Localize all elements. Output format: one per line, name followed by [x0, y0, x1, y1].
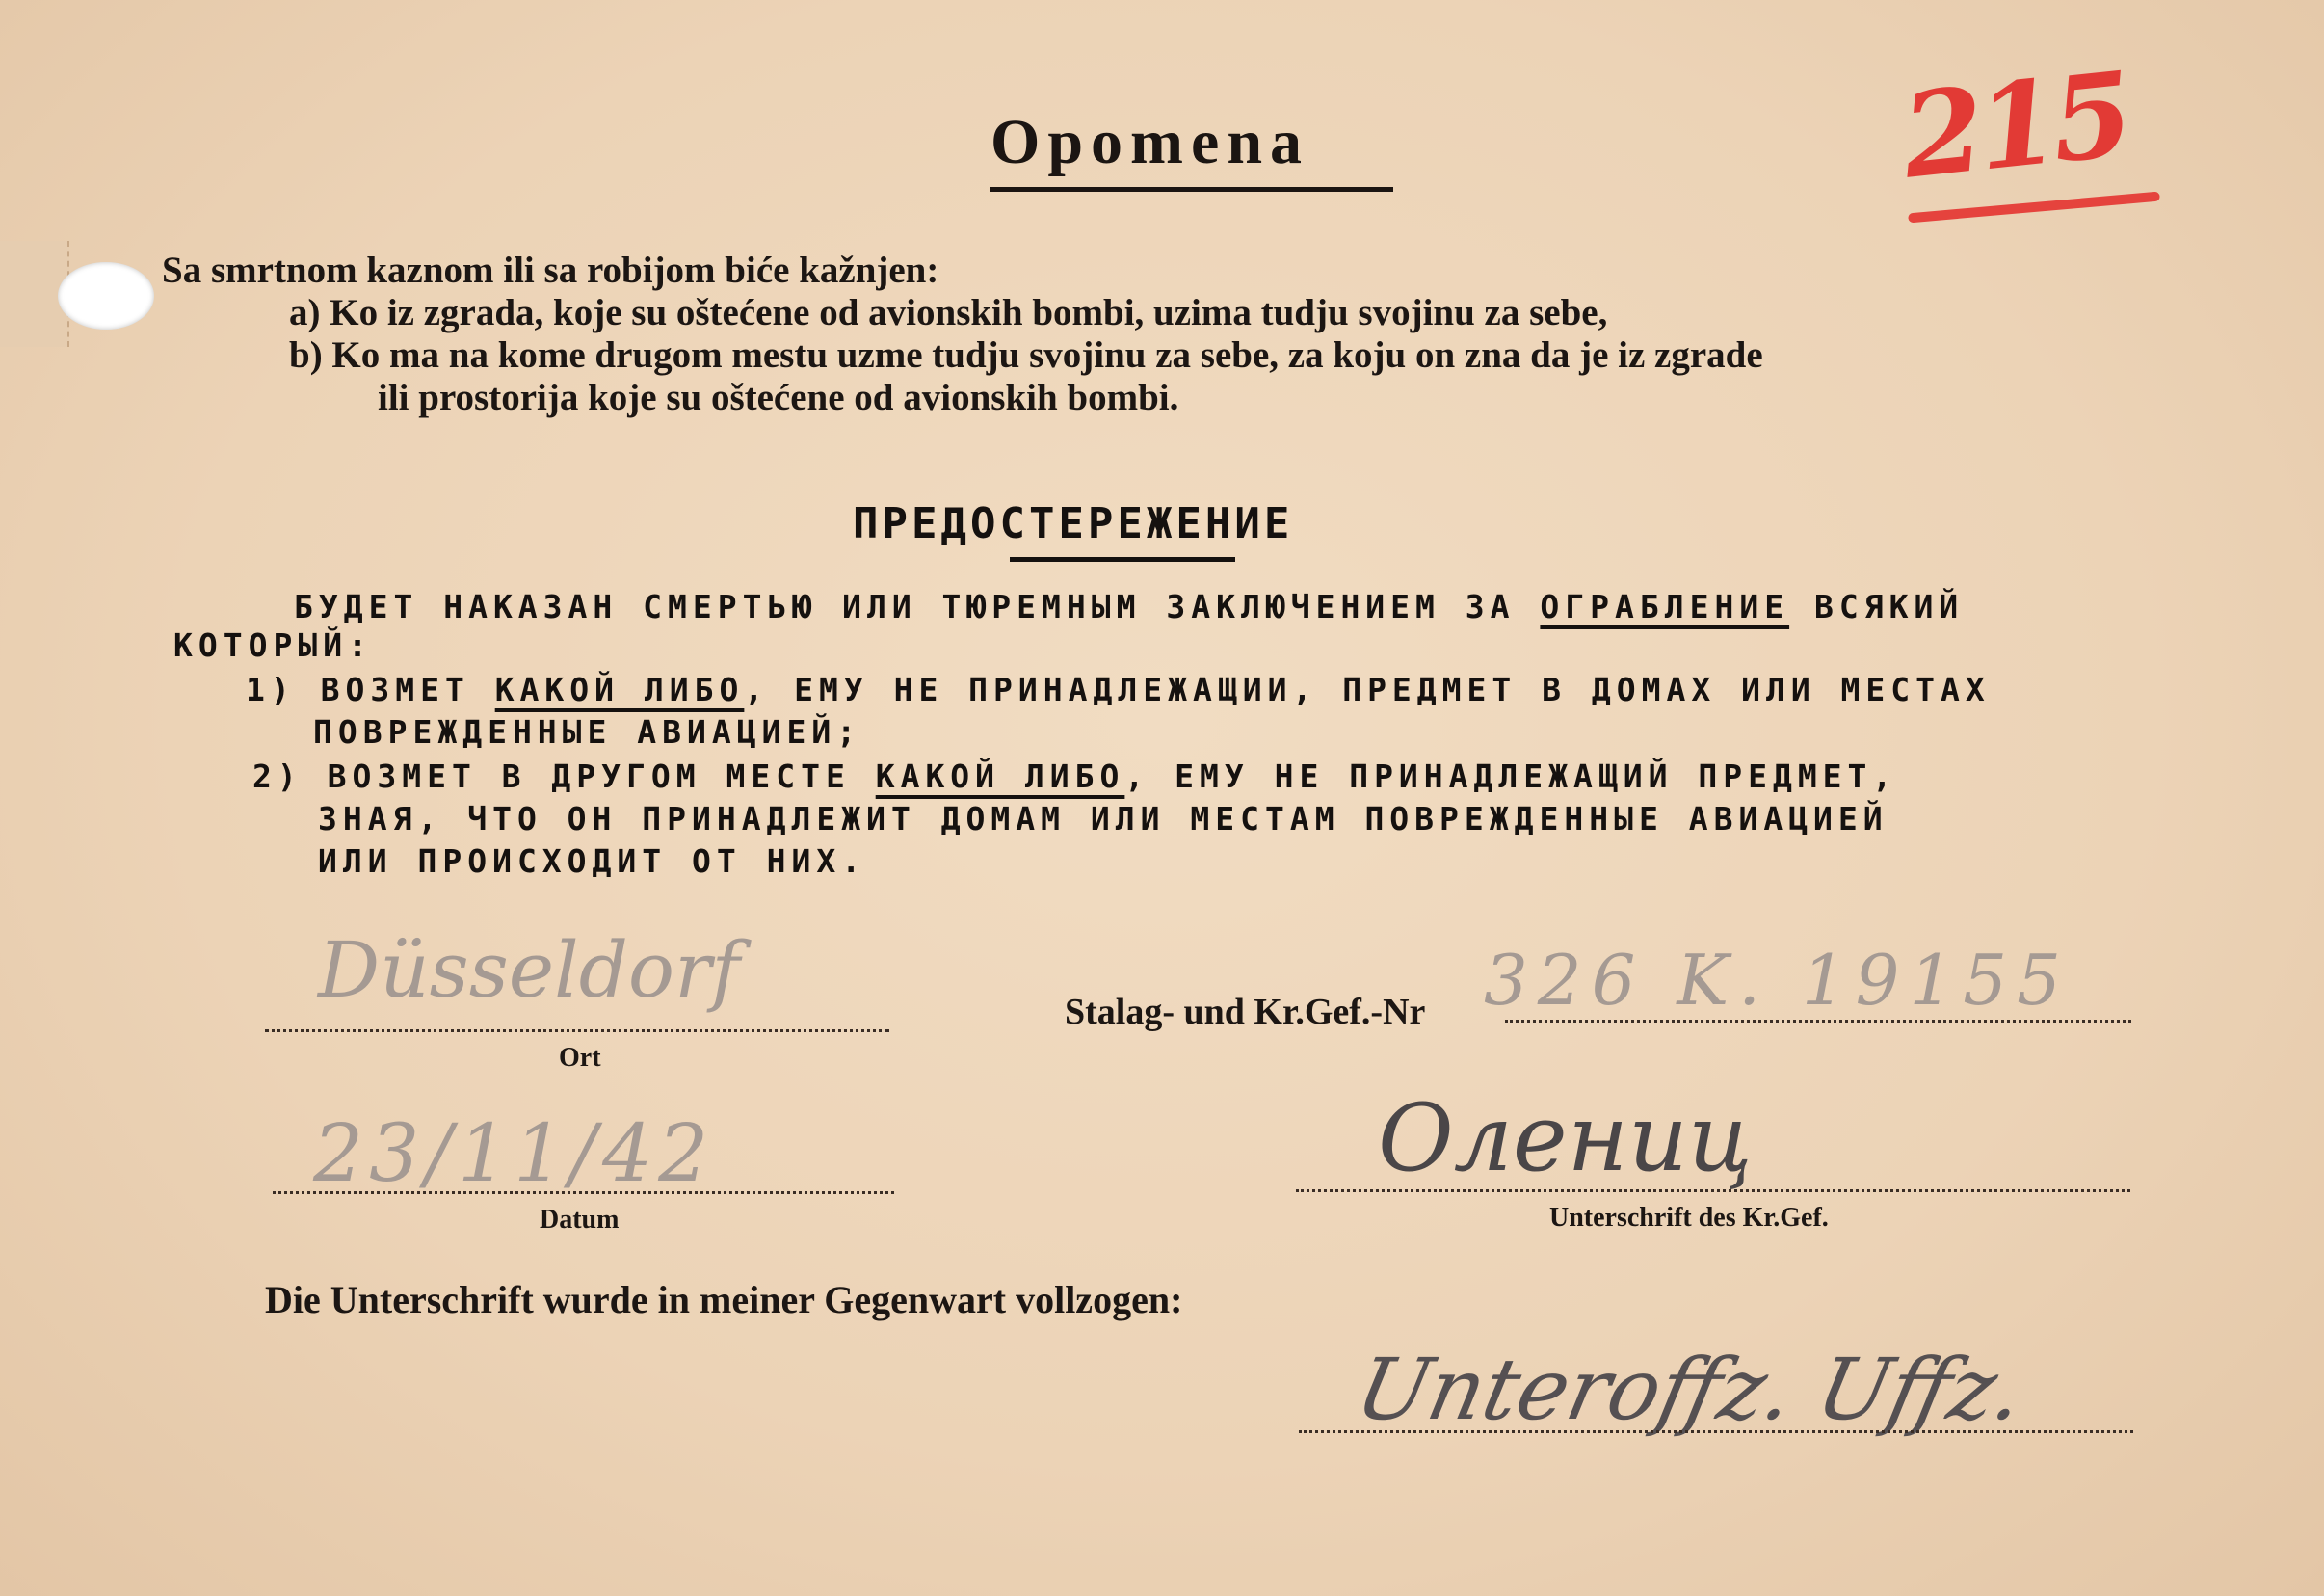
corner-number: 215 [1896, 46, 2134, 205]
russian-item-2-underlined: КАКОЙ ЛИБО [875, 758, 1125, 795]
russian-item-1-underlined: КАКОЙ ЛИБО [494, 671, 745, 708]
datum-label: Datum [540, 1205, 620, 1235]
stalag-line [1505, 1020, 2131, 1023]
serbian-item-a: a) Ko iz zgrada, koje su oštećene od avionskih bombi, uzima tudju svojinu za sebe, [289, 292, 1608, 333]
russian-item-2-cont: ЗНАЯ, ЧТО ОН ПРИНАДЛЕЖИТ ДОМАМ ИЛИ МЕСТАМ ПОВРЕЖДЕННЫЕ АВИАЦИЕЙ [318, 800, 1888, 838]
document-title: Opomena [990, 107, 1310, 177]
officer-signature: Unteroffz. Uffz. [1348, 1340, 2033, 1439]
russian-item-2-end: , ЕМУ НЕ ПРИНАДЛЕЖАЩИЙ ПРЕДМЕТ, [1124, 758, 1898, 795]
russian-item-1-start: 1) ВОЗМЕТ [246, 671, 470, 708]
prisoner-signature: Олениц [1378, 1084, 1753, 1192]
russian-line-1-underlined: ОГРАБЛЕНИЕ [1540, 588, 1790, 625]
russian-line-1 [294, 588, 1964, 625]
russian-item-1-end: , ЕМУ НЕ ПРИНАДЛЕЖАЩИИ, ПРЕДМЕТ В ДОМАХ ИЛИ МЕСТАХ [744, 671, 1991, 708]
ort-line [265, 1029, 889, 1032]
ort-value: Düsseldorf [318, 925, 740, 1015]
officer-signature-line [1299, 1430, 2133, 1433]
russian-line-2: КОТОРЫЙ: [173, 626, 373, 664]
ort-label: Ort [559, 1043, 601, 1073]
signature-line [1296, 1189, 2130, 1192]
russian-title-underline [1010, 557, 1235, 562]
russian-line-1-end: ВСЯКИЙ [1813, 588, 1965, 625]
signature-statement: Die Unterschrift wurde in meiner Gegenwart vollzogen: [265, 1278, 1183, 1321]
russian-item-1-cont: ПОВРЕЖДЕННЫЕ АВИАЦИЕЙ; [313, 713, 862, 751]
datum-line [273, 1191, 894, 1194]
russian-line-1-start: БУДЕТ НАКАЗАН СМЕРТЬЮ ИЛИ ТЮРЕМНЫМ ЗАКЛЮЧЕНИЕМ ЗА [294, 588, 1516, 625]
punch-hole [58, 262, 154, 330]
russian-item-2-cont-2: ИЛИ ПРОИСХОДИТ ОТ НИХ. [318, 842, 867, 880]
serbian-intro: Sa smrtnom kaznom ili sa robijom biće kažnjen: [162, 250, 939, 291]
signature-label: Unterschrift des Kr.Gef. [1549, 1203, 1829, 1233]
stalag-value: 326 K. 19155 [1484, 940, 2071, 1021]
russian-item-1 [246, 671, 1991, 708]
russian-item-2 [252, 758, 1897, 795]
stalag-label: Stalag- und Kr.Gef.-Nr [1065, 992, 1426, 1032]
datum-value: 23/11/42 [313, 1108, 715, 1200]
russian-item-2-start: 2) ВОЗМЕТ В ДРУГОМ МЕСТЕ [252, 758, 851, 795]
title-underline [990, 187, 1393, 192]
russian-title: ПРЕДОСТЕРЕЖЕНИЕ [853, 499, 1294, 548]
serbian-item-b-cont: ili prostorija koje su oštećene od avionskih bombi. [378, 377, 1179, 418]
serbian-item-b: b) Ko ma na kome drugom mestu uzme tudju svojinu za sebe, za koju on zna da je iz zgrade [289, 334, 1763, 376]
